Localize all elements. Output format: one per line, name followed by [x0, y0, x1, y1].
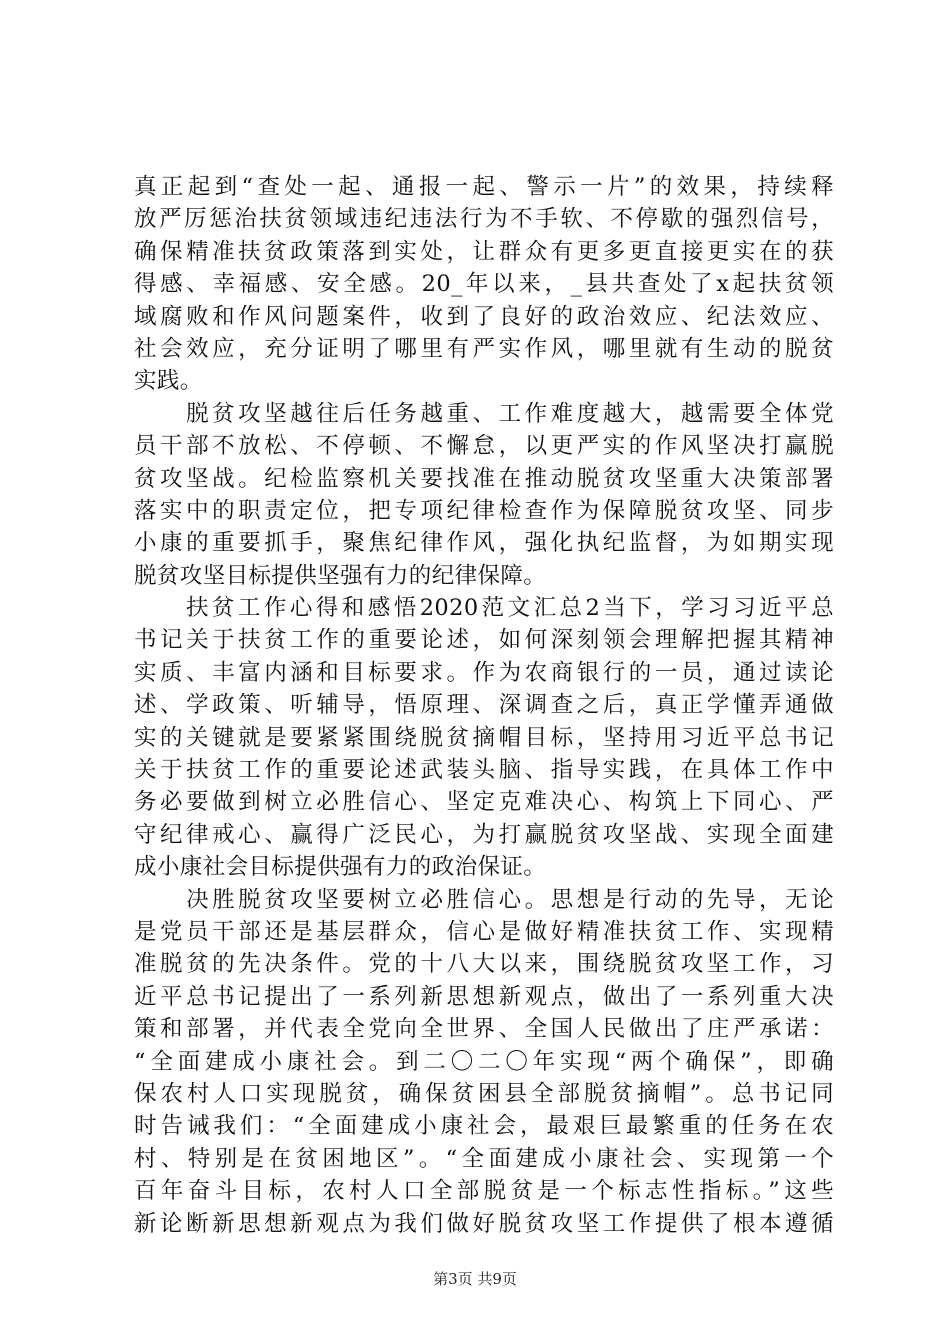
text-line: 务必要做到树立必胜信心、坚定克难决心、构筑上下同心、严: [134, 789, 834, 816]
text-line: 关于扶贫工作的重要论述武装头脑、指导实践，在具体工作中: [134, 757, 834, 784]
text-line: 守纪律戒心、赢得广泛民心，为打赢脱贫攻坚战、实现全面建: [134, 821, 834, 848]
text-line: 放严厉惩治扶贫领域违纪违法行为不手软、不停歇的强烈信号，: [134, 206, 834, 233]
text-line: 保农村人口实现脱贫，确保贫困县全部脱贫摘帽”。总书记同: [134, 1080, 834, 1107]
text-line: 脱贫攻坚目标提供坚强有力的纪律保障。: [134, 562, 547, 589]
text-line: “全面建成小康社会。到二〇二〇年实现“两个确保”，即确: [134, 1048, 834, 1075]
text-line: 时告诫我们：“全面建成小康社会，最艰巨最繁重的任务在农: [134, 1113, 834, 1140]
text-line: 成小康社会目标提供强有力的政治保证。: [134, 854, 547, 881]
text-line: 述、学政策、听辅导，悟原理、深调查之后，真正学懂弄通做: [134, 692, 834, 719]
text-line: 小康的重要抓手，聚焦纪律作风，强化执纪监督，为如期实现: [134, 530, 834, 557]
page-number-footer: 第3页 共9页: [433, 1270, 517, 1288]
text-line: 落实中的职责定位，把专项纪律检查作为保障脱贫攻坚、同步: [134, 497, 834, 524]
text-line: 得感、幸福感、安全感。20_年以来，_县共查处了x起扶贫领: [134, 271, 834, 298]
text-line: 域腐败和作风问题案件，收到了良好的政治效应、纪法效应、: [134, 303, 834, 330]
text-line: 书记关于扶贫工作的重要论述，如何深刻领会理解把握其精神: [134, 627, 834, 654]
text-line: 近平总书记提出了一系列新思想新观点，做出了一系列重大决: [134, 983, 834, 1010]
text-line: 村、特别是在贫困地区”。“全面建成小康社会、实现第一个: [134, 1145, 834, 1172]
text-line: 确保精准扶贫政策落到实处，让群众有更多更直接更实在的获: [134, 238, 834, 265]
text-line: 扶贫工作心得和感悟2020范文汇总2当下，学习习近平总: [134, 595, 834, 622]
text-line: 实的关键就是要紧紧围绕脱贫摘帽目标，坚持用习近平总书记: [134, 724, 834, 751]
text-line: 决胜脱贫攻坚要树立必胜信心。思想是行动的先导，无论: [134, 886, 834, 913]
text-line: 实践。: [134, 368, 203, 395]
text-line: 新论断新思想新观点为我们做好脱贫攻坚工作提供了根本遵循: [134, 1210, 834, 1237]
text-line: 真正起到“查处一起、通报一起、警示一片”的效果，持续释: [134, 174, 834, 200]
text-line: 员干部不放松、不停顿、不懈怠，以更严实的作风坚决打赢脱: [134, 433, 834, 460]
text-line: 策和部署，并代表全党向全世界、全国人民做出了庄严承诺：: [134, 1016, 834, 1043]
document-body: [134, 171, 834, 1240]
text-line: 实质、丰富内涵和目标要求。作为农商银行的一员，通过读论: [134, 659, 834, 686]
text-line: 准脱贫的先决条件。党的十八大以来，围绕脱贫攻坚工作，习: [134, 951, 834, 978]
text-line: 社会效应，充分证明了哪里有严实作风，哪里就有生动的脱贫: [134, 335, 834, 362]
text-line: 贫攻坚战。纪检监察机关要找准在推动脱贫攻坚重大决策部署: [134, 465, 834, 492]
text-line: 是党员干部还是基层群众，信心是做好精准扶贫工作、实现精: [134, 918, 834, 945]
text-line: 百年奋斗目标，农村人口全部脱贫是一个标志性指标。”这些: [134, 1178, 834, 1205]
text-line: 脱贫攻坚越往后任务越重、工作难度越大，越需要全体党: [134, 400, 834, 427]
